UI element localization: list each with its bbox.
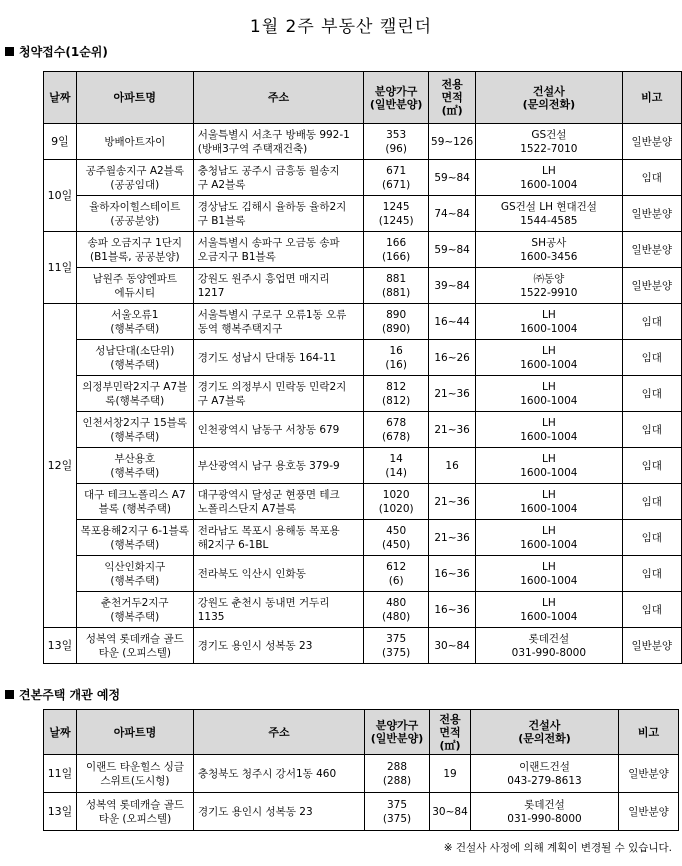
address-cell: 경기도 성남시 단대동 164-11 xyxy=(193,340,364,376)
units-cell: 678 (678) xyxy=(364,412,429,448)
date-cell: 11일 xyxy=(44,232,77,304)
builder-cell: LH 1600-1004 xyxy=(476,160,622,196)
area-cell: 59~84 xyxy=(429,160,476,196)
builder-cell: SH공사 1600-3456 xyxy=(476,232,622,268)
page-title: 1월 2주 부동산 캘린더 xyxy=(249,17,433,37)
header-units: 분양가구 (일반분양) xyxy=(365,710,430,755)
area-cell: 21~36 xyxy=(429,484,476,520)
address-cell: 충청북도 청주시 강서1동 460 xyxy=(194,755,365,793)
address-cell: 서울특별시 구로구 오류1동 오류 동역 행복주택지구 xyxy=(193,304,364,340)
address-cell: 서울특별시 송파구 오금동 송파 오금지구 B1블록 xyxy=(193,232,364,268)
table-row xyxy=(44,448,682,484)
address-cell: 경기도 의정부시 민락동 민락2지 구 A7블록 xyxy=(193,376,364,412)
header-units: 분양가구 (일반분양) xyxy=(364,72,429,124)
units-cell: 1020 (1020) xyxy=(364,484,429,520)
note-cell: 임대 xyxy=(622,304,682,340)
note-cell: 일반분양 xyxy=(622,232,682,268)
units-cell: 812 (812) xyxy=(364,376,429,412)
apartment-name: 대구 테크노폴리스 A7 블록 (행복주택) xyxy=(76,484,193,520)
area-cell: 21~36 xyxy=(429,520,476,556)
note-cell: 임대 xyxy=(622,592,682,628)
address-cell: 전라북도 익산시 인화동 xyxy=(193,556,364,592)
units-cell: 14 (14) xyxy=(364,448,429,484)
apartment-name: 의정부민락2지구 A7블 록(행복주택) xyxy=(76,376,193,412)
subscription-table xyxy=(43,71,682,664)
address-cell: 전라남도 목포시 용해동 목포용 해2지구 6-1BL xyxy=(193,520,364,556)
apartment-name: 인천서창2지구 15블록 (행복주택) xyxy=(76,412,193,448)
apartment-name: 부산용호 (행복주택) xyxy=(76,448,193,484)
builder-cell: LH 1600-1004 xyxy=(476,412,622,448)
area-cell: 30~84 xyxy=(429,628,476,664)
note-cell: 임대 xyxy=(622,376,682,412)
address-cell: 강원도 원주시 흥업면 매지리 1217 xyxy=(193,268,364,304)
table-row xyxy=(44,520,682,556)
area-cell: 16~36 xyxy=(429,556,476,592)
note-cell: 임대 xyxy=(622,160,682,196)
apartment-name: 이랜드 타운힐스 싱글 스위트(도시형) xyxy=(77,755,194,793)
note-cell: 일반분양 xyxy=(622,628,682,664)
note-cell: 일반분양 xyxy=(619,755,679,793)
apartment-name: 성복역 롯데캐슬 골드 타운 (오피스텔) xyxy=(76,628,193,664)
builder-cell: LH 1600-1004 xyxy=(476,556,622,592)
address-cell: 경기도 용인시 성복동 23 xyxy=(194,793,365,831)
note-cell: 임대 xyxy=(622,556,682,592)
table-header-row xyxy=(44,72,682,124)
apartment-name: 목포용해2지구 6-1블록 (행복주택) xyxy=(76,520,193,556)
table-row xyxy=(44,556,682,592)
apartment-name: 서울오류1 (행복주택) xyxy=(76,304,193,340)
header-area: 전용 면적 (㎡) xyxy=(429,72,476,124)
address-cell: 강원도 춘천시 동내면 거두리 1135 xyxy=(193,592,364,628)
header-note: 비고 xyxy=(619,710,679,755)
section-heading-model-house xyxy=(5,686,120,703)
header-apartment: 아파트명 xyxy=(77,710,194,755)
table-row xyxy=(44,376,682,412)
address-cell: 대구광역시 달성군 현풍면 테크 노폴리스단지 A7블록 xyxy=(193,484,364,520)
area-cell: 16~36 xyxy=(429,592,476,628)
units-cell: 166 (166) xyxy=(364,232,429,268)
address-cell: 충청남도 공주시 금흥동 월송지 구 A2블록 xyxy=(193,160,364,196)
date-cell: 12일 xyxy=(44,304,77,628)
area-cell: 16~26 xyxy=(429,340,476,376)
note-cell: 임대 xyxy=(622,412,682,448)
header-note: 비고 xyxy=(622,72,682,124)
model-house-table xyxy=(43,709,679,831)
header-builder: 건설사 (문의전화) xyxy=(476,72,622,124)
table-row xyxy=(44,196,682,232)
builder-cell: LH 1600-1004 xyxy=(476,448,622,484)
header-address: 주소 xyxy=(194,710,365,755)
builder-cell: ㈜동양 1522-9910 xyxy=(476,268,622,304)
apartment-name: 익산인화지구 (행복주택) xyxy=(76,556,193,592)
header-area: 전용 면적 (㎡) xyxy=(430,710,471,755)
table-row xyxy=(44,304,682,340)
area-cell: 59~84 xyxy=(429,232,476,268)
area-cell: 30~84 xyxy=(430,793,471,831)
table-row xyxy=(44,755,679,793)
builder-cell: 롯데건설 031-990-8000 xyxy=(476,628,622,664)
units-cell: 375 (375) xyxy=(364,628,429,664)
table-row xyxy=(44,628,682,664)
header-address: 주소 xyxy=(193,72,364,124)
area-cell: 19 xyxy=(430,755,471,793)
builder-cell: LH 1600-1004 xyxy=(476,520,622,556)
units-cell: 353 (96) xyxy=(364,124,429,160)
table-row xyxy=(44,160,682,196)
table-row xyxy=(44,232,682,268)
table-row xyxy=(44,340,682,376)
units-cell: 16 (16) xyxy=(364,340,429,376)
table-row xyxy=(44,412,682,448)
header-date: 날짜 xyxy=(44,72,77,124)
builder-cell: GS건설 LH 현대건설 1544-4585 xyxy=(476,196,622,232)
apartment-name: 율하자이힐스테이트 (공공분양) xyxy=(76,196,193,232)
units-cell: 671 (671) xyxy=(364,160,429,196)
date-cell: 9일 xyxy=(44,124,77,160)
builder-cell: GS건설 1522-7010 xyxy=(476,124,622,160)
apartment-name: 성복역 롯데캐슬 골드 타운 (오피스텔) xyxy=(77,793,194,831)
units-cell: 480 (480) xyxy=(364,592,429,628)
date-cell: 11일 xyxy=(44,755,77,793)
date-cell: 13일 xyxy=(44,793,77,831)
apartment-name: 방배아트자이 xyxy=(76,124,193,160)
section-label: 청약접수(1순위) xyxy=(19,45,108,59)
address-cell: 부산광역시 남구 용호동 379-9 xyxy=(193,448,364,484)
table-header-row xyxy=(44,710,679,755)
address-cell: 경기도 용인시 성복동 23 xyxy=(193,628,364,664)
units-cell: 1245 (1245) xyxy=(364,196,429,232)
note-cell: 일반분양 xyxy=(622,268,682,304)
units-cell: 288 (288) xyxy=(365,755,430,793)
area-cell: 74~84 xyxy=(429,196,476,232)
section-label: 견본주택 개관 예정 xyxy=(19,688,121,702)
note-cell: 임대 xyxy=(622,484,682,520)
note-cell: 임대 xyxy=(622,340,682,376)
address-cell: 서울특별시 서초구 방배동 992-1 (방배3구역 주택재건축) xyxy=(193,124,364,160)
builder-cell: LH 1600-1004 xyxy=(476,376,622,412)
area-cell: 21~36 xyxy=(429,412,476,448)
header-date: 날짜 xyxy=(44,710,77,755)
units-cell: 375 (375) xyxy=(365,793,430,831)
date-cell: 13일 xyxy=(44,628,77,664)
units-cell: 890 (890) xyxy=(364,304,429,340)
date-cell: 10일 xyxy=(44,160,77,232)
square-bullet-icon xyxy=(5,47,14,56)
address-cell: 인천광역시 남동구 서창동 679 xyxy=(193,412,364,448)
table-row xyxy=(44,592,682,628)
apartment-name: 춘천거두2지구 (행복주택) xyxy=(76,592,193,628)
table-row xyxy=(44,484,682,520)
footnote: ※ 건설사 사정에 의해 계획이 변경될 수 있습니다. xyxy=(443,842,672,854)
section-heading-subscription xyxy=(5,43,108,60)
builder-cell: LH 1600-1004 xyxy=(476,484,622,520)
note-cell: 일반분양 xyxy=(619,793,679,831)
table-row xyxy=(44,124,682,160)
builder-cell: LH 1600-1004 xyxy=(476,592,622,628)
header-builder: 건설사 (문의전화) xyxy=(471,710,619,755)
area-cell: 16 xyxy=(429,448,476,484)
apartment-name: 남원주 동양엔파트 에듀시티 xyxy=(76,268,193,304)
builder-cell: 롯데건설 031-990-8000 xyxy=(471,793,619,831)
apartment-name: 공주월송지구 A2블록 (공공임대) xyxy=(76,160,193,196)
units-cell: 612 (6) xyxy=(364,556,429,592)
area-cell: 39~84 xyxy=(429,268,476,304)
builder-cell: LH 1600-1004 xyxy=(476,304,622,340)
area-cell: 21~36 xyxy=(429,376,476,412)
apartment-name: 송파 오금지구 1단지 (B1블록, 공공분양) xyxy=(76,232,193,268)
note-cell: 임대 xyxy=(622,448,682,484)
units-cell: 450 (450) xyxy=(364,520,429,556)
units-cell: 881 (881) xyxy=(364,268,429,304)
table-row xyxy=(44,268,682,304)
builder-cell: 이랜드건설 043-279-8613 xyxy=(471,755,619,793)
area-cell: 16~44 xyxy=(429,304,476,340)
address-cell: 경상남도 김해시 율하동 율하2지 구 B1블록 xyxy=(193,196,364,232)
note-cell: 일반분양 xyxy=(622,124,682,160)
note-cell: 일반분양 xyxy=(622,196,682,232)
area-cell: 59~126 xyxy=(429,124,476,160)
square-bullet-icon xyxy=(5,690,14,699)
header-apartment: 아파트명 xyxy=(76,72,193,124)
builder-cell: LH 1600-1004 xyxy=(476,340,622,376)
note-cell: 임대 xyxy=(622,520,682,556)
apartment-name: 성남단대(소단위) (행복주택) xyxy=(76,340,193,376)
table-row xyxy=(44,793,679,831)
